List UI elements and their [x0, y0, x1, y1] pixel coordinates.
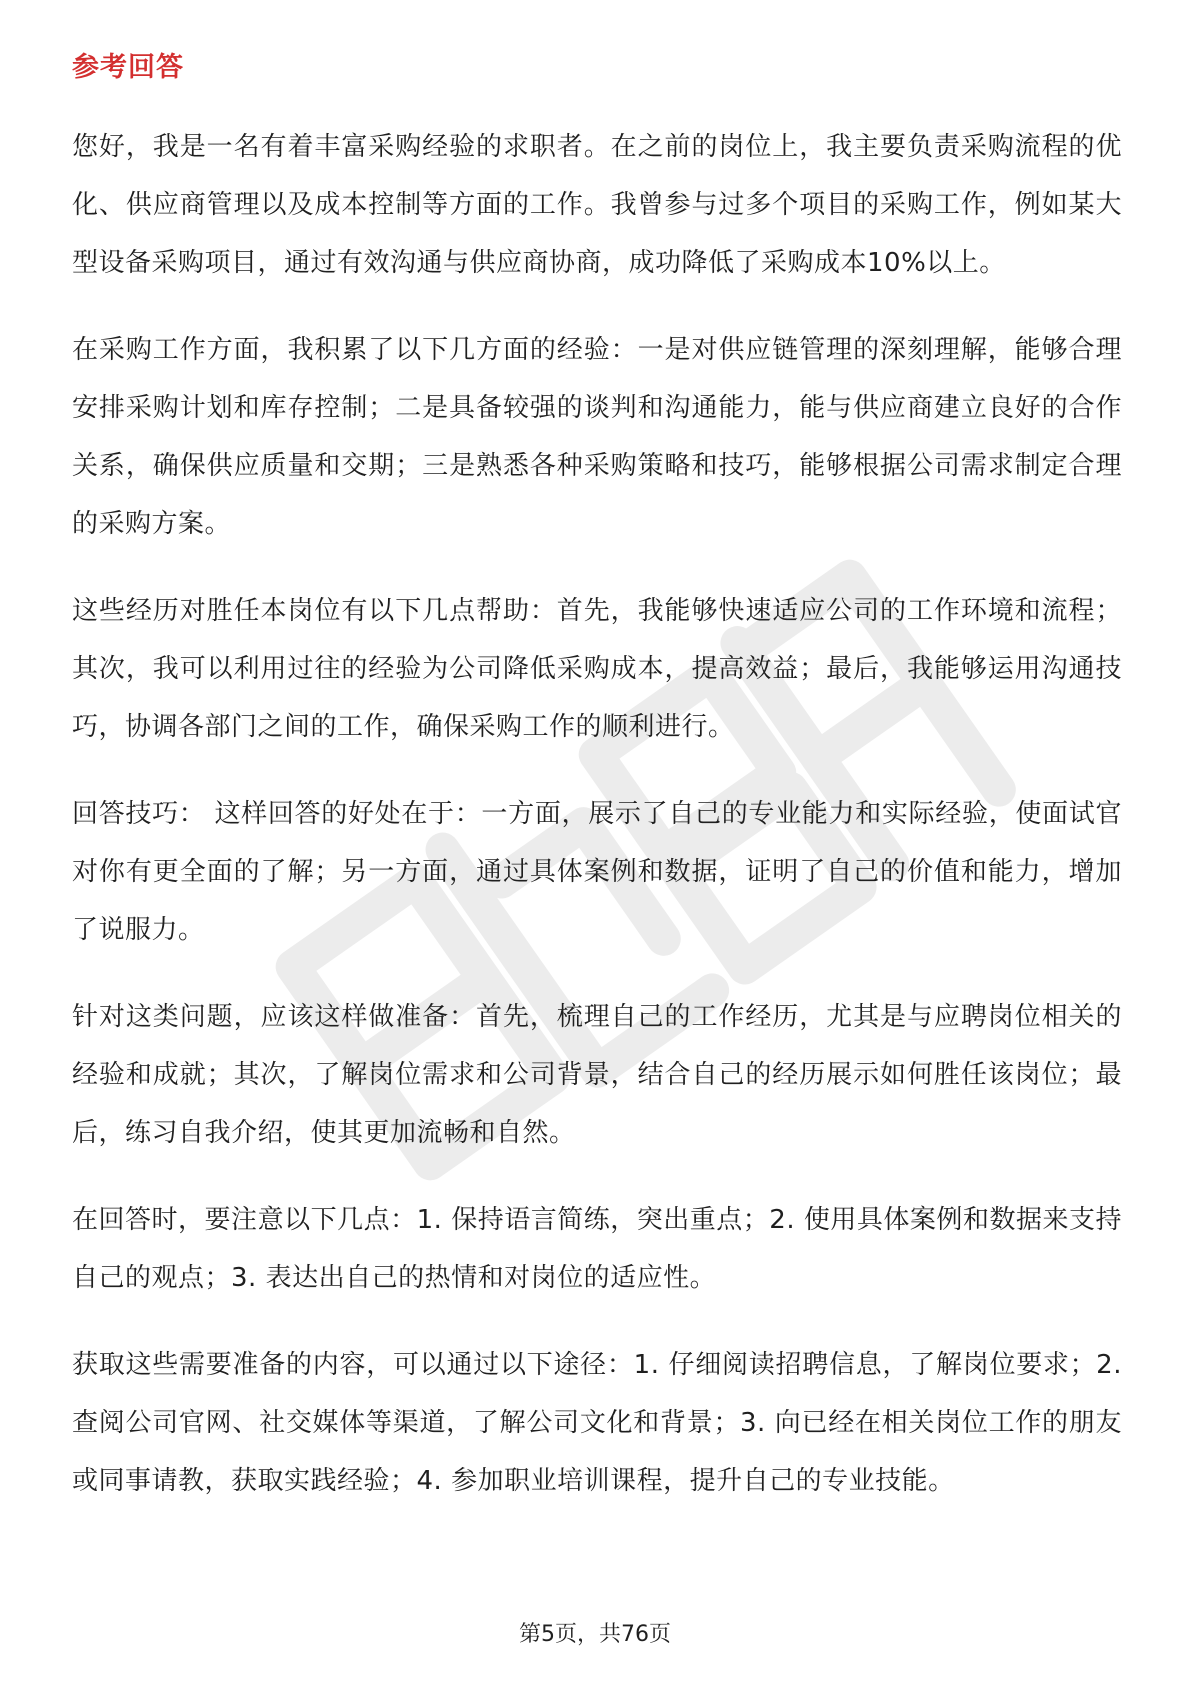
section-heading: 参考回答 [72, 52, 184, 83]
paragraph-tips: 回答技巧： 这样回答的好处在于：一方面，展示了自己的专业能力和实际经验，使面试官对你有更全面的了解；另一方面，通过具体案例和数据，证明了自己的价值和能力，增加了说服力。 [72, 799, 1122, 945]
paragraph-attention: 在回答时，要注意以下几点：1. 保持语言简练，突出重点；2. 使用具体案例和数据来支持自己的观点；3. 表达出自己的热情和对岗位的适应性。 [72, 1205, 1122, 1293]
paragraph-benefits: 这些经历对胜任本岗位有以下几点帮助：首先，我能够快速适应公司的工作环境和流程；其次，我可以利用过往的经验为公司降低采购成本，提高效益；最后，我能够运用沟通技巧，协调各部门之间的工作，确保采购工作的顺利进行。 [72, 596, 1122, 742]
paragraph-intro: 您好，我是一名有着丰富采购经验的求职者。在之前的岗位上，我主要负责采购流程的优化、供应商管理以及成本控制等方面的工作。我曾参与过多个项目的采购工作，例如某大型设备采购项目，通过有效沟通与供应商协商，成功降低了采购成本10%以上。 [72, 132, 1122, 278]
paragraph-sources: 获取这些需要准备的内容，可以通过以下途径：1. 仔细阅读招聘信息，了解岗位要求；2. 查阅公司官网、社交媒体等渠道，了解公司文化和背景；3. 向已经在相关岗位工作的朋友或同事请教，获取实践经验；4. 参加职业培训课程，提升自己的专业技能。 [72, 1350, 1122, 1496]
paragraph-experience: 在采购工作方面，我积累了以下几方面的经验：一是对供应链管理的深刻理解，能够合理安排采购计划和库存控制；二是具备较强的谈判和沟通能力，能与供应商建立良好的合作关系，确保供应质量和交期；三是熟悉各种采购策略和技巧，能够根据公司需求制定合理的采购方案。 [72, 335, 1122, 539]
answer-body [72, 118, 1122, 1539]
paragraph-preparation: 针对这类问题，应该这样做准备：首先，梳理自己的工作经历，尤其是与应聘岗位相关的经验和成就；其次，了解岗位需求和公司背景，结合自己的经历展示如何胜任该岗位；最后，练习自我介绍，使其更加流畅和自然。 [72, 1002, 1122, 1148]
page-number: 第5页，共76页 [519, 1622, 671, 1647]
